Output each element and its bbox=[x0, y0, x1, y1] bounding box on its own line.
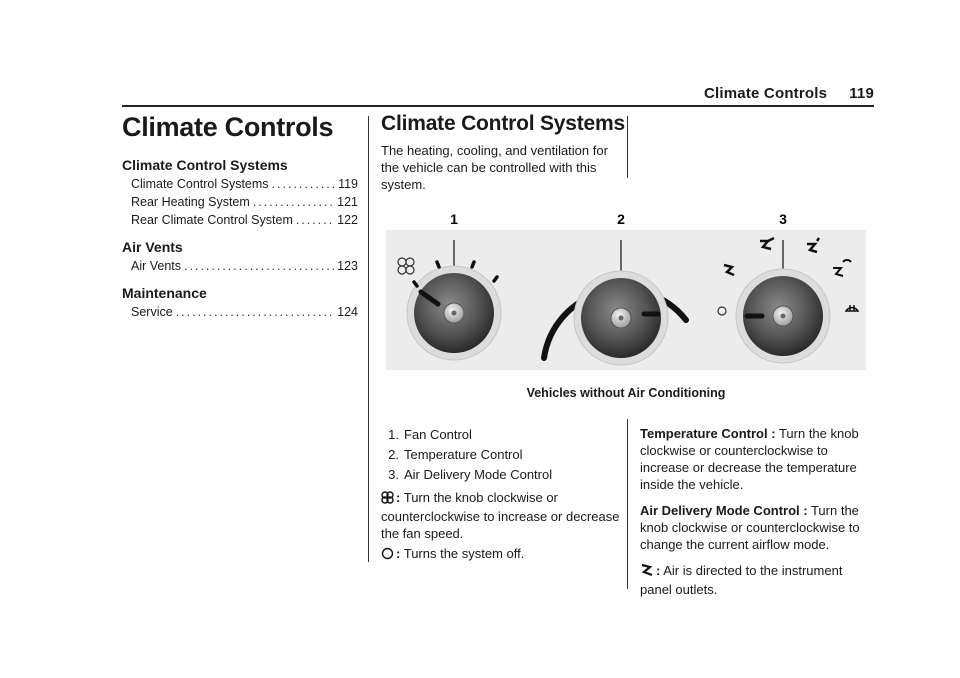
fan-description: : Turn the knob clockwise or counterclockwise to increase or decrease the fan speed. bbox=[381, 490, 620, 541]
list-item: 2. Temperature Control bbox=[388, 447, 523, 462]
section-title: Climate Control Systems bbox=[381, 112, 625, 135]
leader-dots bbox=[176, 303, 334, 321]
fan-icon bbox=[381, 491, 394, 508]
list-item: 1. Fan Control bbox=[388, 427, 472, 442]
column-divider bbox=[627, 116, 628, 178]
off-description: : Turns the system off. bbox=[381, 545, 621, 564]
toc-list bbox=[122, 175, 358, 229]
list-item: 3. Air Delivery Mode Control bbox=[388, 467, 553, 482]
toc-list bbox=[122, 257, 358, 275]
header-rule bbox=[122, 105, 874, 107]
intro-paragraph: The heating, cooling, and ventilation for the vehicle can be controlled with this system. bbox=[381, 143, 608, 192]
header-page-number: 119 bbox=[849, 85, 874, 102]
column-divider bbox=[368, 116, 369, 562]
running-header bbox=[704, 85, 874, 102]
numbered-list bbox=[381, 425, 623, 485]
toc-heading-air-vents: Air Vents bbox=[122, 239, 183, 255]
right-column bbox=[640, 425, 875, 607]
toc-heading-maintenance: Maintenance bbox=[122, 285, 207, 301]
callout-3: 3 bbox=[779, 211, 787, 227]
off-icon bbox=[381, 547, 394, 564]
callout-2: 2 bbox=[617, 211, 625, 227]
climate-control-panel-illustration bbox=[386, 210, 866, 378]
temperature-control-knob[interactable] bbox=[574, 271, 668, 365]
vent-mode-description: : Air is directed to the instrument panel outlets. bbox=[640, 563, 843, 597]
leader-dots bbox=[184, 257, 334, 275]
toc-entry[interactable]: Rear Climate Control System ..... 122 bbox=[131, 211, 358, 229]
figure-caption: Vehicles without Air Conditioning bbox=[526, 386, 726, 400]
leader-dots bbox=[253, 193, 334, 211]
toc-entry[interactable]: Air Vents ..... 123 bbox=[131, 257, 358, 275]
leader-dots bbox=[272, 175, 336, 193]
leader-dots bbox=[296, 211, 334, 229]
header-section: Climate Controls bbox=[703, 85, 828, 102]
toc-list bbox=[122, 303, 358, 321]
column-divider bbox=[627, 419, 628, 589]
temperature-control-description: Temperature Control : Turn the knob clockwise or counterclockwise to increase or decrease the temperature inside the vehicle. bbox=[640, 426, 859, 492]
vent-mode-icon bbox=[640, 563, 654, 581]
chapter-title: Climate Controls bbox=[122, 112, 334, 142]
fan-control-knob[interactable] bbox=[407, 266, 501, 360]
toc-heading-climate-control-systems: Climate Control Systems bbox=[122, 157, 288, 173]
toc-entry[interactable]: Service ..... 124 bbox=[131, 303, 358, 321]
air-delivery-mode-knob[interactable] bbox=[736, 269, 830, 363]
callout-1: 1 bbox=[450, 211, 458, 227]
toc-entry[interactable]: Climate Control Systems ..... 119 bbox=[131, 175, 358, 193]
chapter-contents bbox=[122, 110, 358, 331]
toc-entry[interactable]: Rear Heating System ..... 121 bbox=[131, 193, 358, 211]
mode-control-description: Air Delivery Mode Control : Turn the knob clockwise or counterclockwise to change the current airflow mode. bbox=[640, 503, 860, 552]
